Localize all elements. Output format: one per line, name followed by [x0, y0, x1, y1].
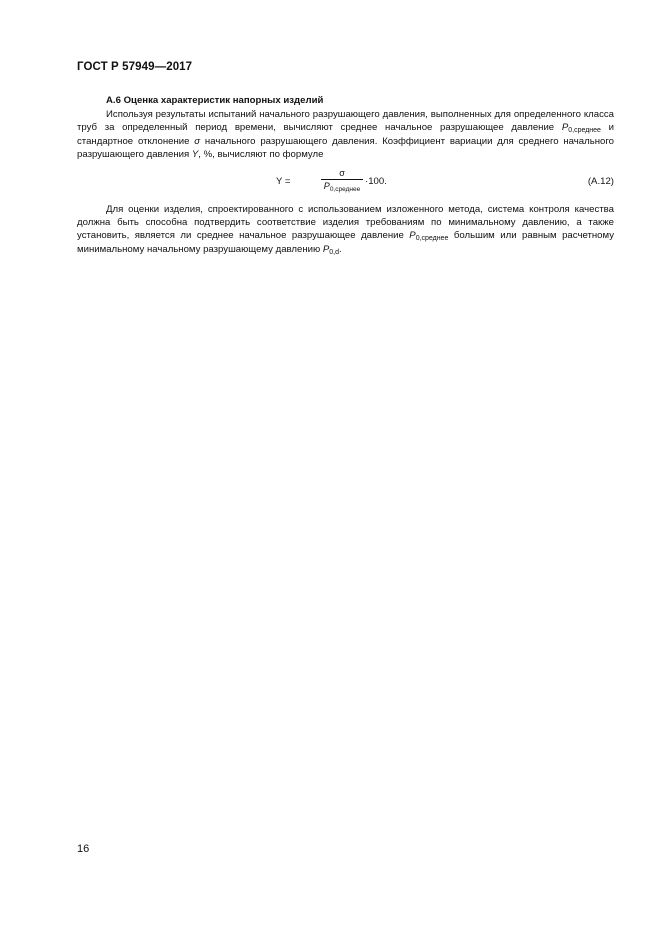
variable-y: Y — [191, 148, 199, 160]
formula-fraction — [321, 167, 363, 192]
formula-rhs: ·100. — [365, 176, 387, 188]
variable-p: P — [561, 122, 569, 134]
denominator-subscript: 0,среднее — [329, 186, 361, 194]
fraction-denominator — [321, 180, 363, 192]
paragraph-text: большим или равным расчетному минимальному начальному разрушающему давлению — [77, 230, 614, 255]
paragraph-intro — [77, 108, 614, 161]
formula-a12 — [77, 167, 614, 195]
paragraph-text: Для оценки изделия, спроектированного с использованием изложенного метода, система контроля качества должна быть способна подтвердить соответствие изделия требованиям по минимальному давлению, а также установить, является ли среднее начальное разрушающее давление — [77, 204, 614, 242]
variable-p: P — [322, 243, 330, 255]
paragraph-quality-control — [77, 203, 614, 256]
paragraph-text: Используя результаты испытаний начального разрушающего давления, выполненных для определенного класса труб за определенный период времени, вычисляют среднее начальное разрушающее давление — [77, 109, 614, 134]
section-title: А.6 Оценка характеристик напорных изделий — [106, 95, 324, 106]
paragraph-text: . — [339, 243, 342, 255]
paragraph-text: , %, вычисляют по формуле — [198, 148, 324, 160]
subscript: 0,среднее — [568, 127, 601, 135]
formula-number: (А.12) — [587, 176, 614, 188]
page-content — [77, 94, 614, 256]
page-number: 16 — [77, 843, 90, 855]
paragraph-text: начального разрушающего давления. Коэффициент вариации для среднего начального разрушающего давления — [77, 135, 614, 160]
variable-sigma: σ — [194, 135, 201, 147]
fraction-numerator: σ — [339, 168, 345, 179]
paragraph-text: и стандартное отклонение — [77, 122, 614, 147]
subscript: 0,среднее — [415, 235, 449, 243]
denominator-variable: P — [323, 181, 330, 192]
subscript: 0,d — [329, 248, 339, 256]
variable-p: P — [409, 230, 416, 242]
document-header: ГОСТ Р 57949—2017 — [77, 61, 193, 73]
formula-lhs: Y = — [276, 176, 291, 188]
